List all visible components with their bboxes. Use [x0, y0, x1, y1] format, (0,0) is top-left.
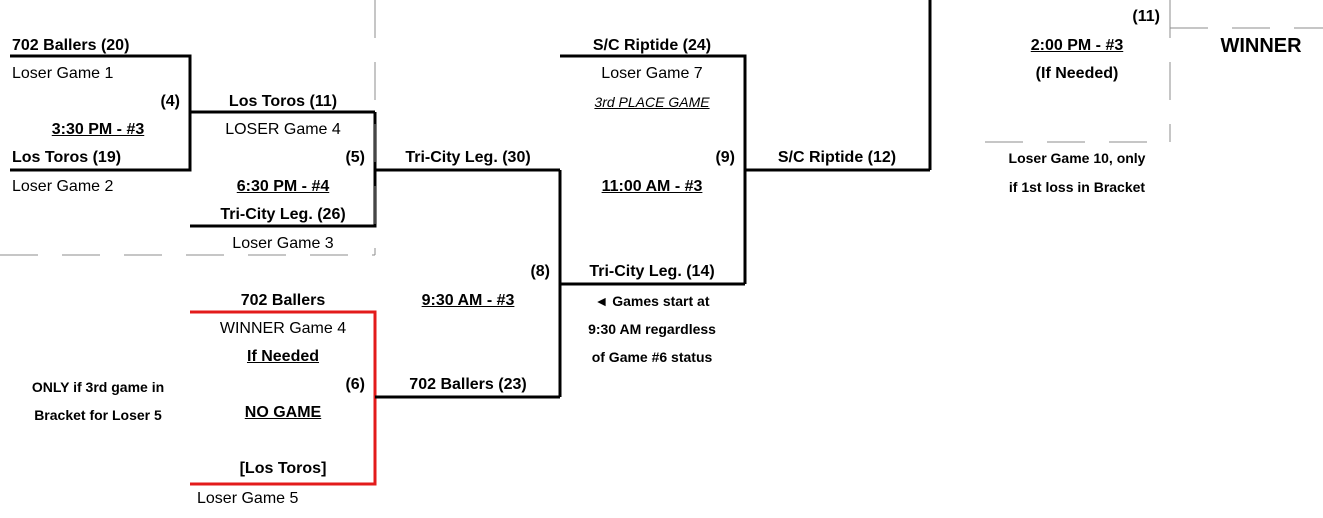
champion-winner-label: WINNER: [1220, 35, 1302, 57]
game-9-third-place: 3rd PLACE GAME: [594, 94, 710, 110]
game-8-number: (8): [530, 263, 550, 280]
game-9-note-line2: 9:30 AM regardless: [588, 321, 716, 337]
game-5-number: (5): [345, 149, 365, 166]
game-4-loser-label: Loser Game 1: [12, 65, 114, 82]
game-9-number: (9): [715, 149, 735, 166]
game-11-if-needed: (If Needed): [1035, 65, 1119, 82]
game-9-bracket: [560, 56, 930, 284]
game-6-winner-label: WINNER Game 4: [219, 320, 347, 337]
game-8-team-top: Tri-City Leg. (30): [405, 149, 531, 166]
game-9-time: 11:00 AM - #3: [601, 178, 703, 195]
game-6-if-needed: If Needed: [246, 348, 320, 365]
game-4-number: (4): [160, 93, 180, 110]
game-9-loser-label: Loser Game 7: [601, 65, 703, 82]
game-11-number: (11): [1132, 8, 1160, 25]
game-6-team-top: 702 Ballers: [240, 292, 326, 309]
game-9-connector: [560, 56, 745, 284]
game-8-time: 9:30 AM - #3: [421, 292, 515, 309]
game-5-team-top: Los Toros (11): [228, 93, 338, 110]
game-6-loser-label: Loser Game 5: [197, 490, 299, 507]
game-11-time: 2:00 PM - #3: [1030, 37, 1124, 54]
game-4-time: 3:30 PM - #3: [51, 121, 145, 138]
game-6-note-line1: ONLY if 3rd game in: [31, 379, 165, 395]
game-4-loser2-label: Loser Game 2: [12, 178, 114, 195]
game-9-team-bottom: Tri-City Leg. (14): [589, 263, 715, 280]
game-5-loser2-label: Loser Game 3: [232, 235, 334, 252]
game-9-note-line1: ◄ Games start at: [594, 293, 710, 309]
game-4-team-top: 702 Ballers (20): [12, 37, 130, 54]
game-8-team-bottom: 702 Ballers (23): [409, 376, 527, 393]
game-4-team-bottom: Los Toros (19): [12, 149, 122, 166]
game-5-team-bottom: Tri-City Leg. (26): [220, 206, 346, 223]
game-6-number: (6): [345, 376, 365, 393]
game-5-time: 6:30 PM - #4: [236, 178, 330, 195]
game-10-team: S/C Riptide (12): [777, 149, 897, 166]
game-6-note-line2: Bracket for Loser 5: [34, 407, 162, 423]
game-6-no-game: NO GAME: [244, 404, 322, 421]
game-9-note-line3: of Game #6 status: [591, 349, 713, 365]
game-6-team-bottom: [Los Toros]: [239, 460, 327, 477]
game-9-team-top: S/C Riptide (24): [592, 37, 712, 54]
game-11-loser-line2: if 1st loss in Bracket: [1008, 179, 1146, 195]
game-11-loser-line1: Loser Game 10, only: [1008, 150, 1146, 166]
game-5-loser-label: LOSER Game 4: [225, 121, 341, 138]
